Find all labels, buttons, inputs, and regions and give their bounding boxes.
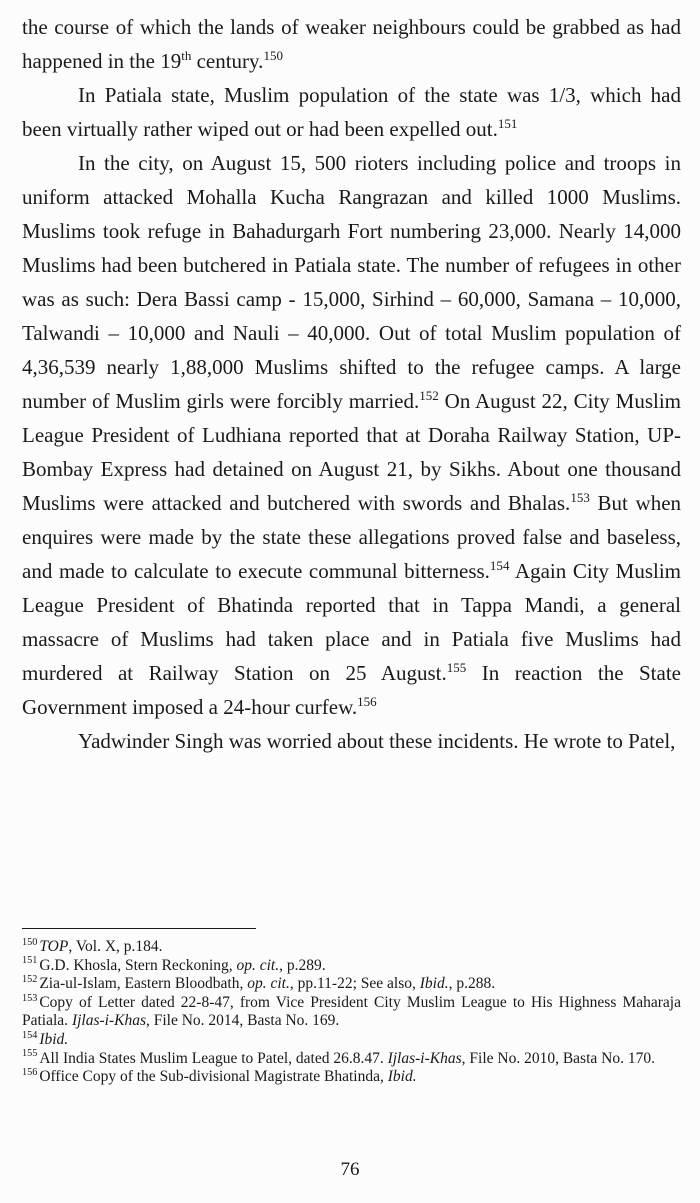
footnote-text: Copy of Letter dated 22-8-47, from Vice President City Muslim League to His Highness Maharaja Patiala. Ijlas-i-Khas, File No. 2014, Basta No. 169. (22, 993, 681, 1030)
footnote-area (22, 928, 681, 1087)
footnote-item (22, 957, 681, 976)
italic-text: TOP (39, 938, 69, 955)
footnote-item (22, 994, 681, 1031)
footnote-reference: 156 (357, 694, 377, 709)
footnote-text: TOP, Vol. X, p.184. (39, 938, 163, 955)
footnote-item (22, 1068, 681, 1087)
footnote-marker: 151 (22, 955, 38, 967)
page-number: 76 (340, 1159, 360, 1180)
footnote-item (22, 1031, 681, 1050)
footnote-reference: 155 (446, 660, 467, 675)
footnote-item (22, 1050, 681, 1069)
footnote-text: G.D. Khosla, Stern Reckoning, op. cit., p.289. (39, 956, 326, 974)
footnote-marker: 150 (22, 936, 38, 948)
footnote-item (22, 938, 681, 957)
footnote-list (22, 938, 681, 1087)
italic-text: op. cit. (247, 975, 290, 993)
footnote-reference: 151 (497, 116, 518, 131)
footnote-text: Zia-ul-Islam, Eastern Bloodbath, op. cit., pp.11-22; See also, Ibid., p.288. (39, 975, 496, 993)
footnote-marker: 152 (22, 974, 38, 986)
paragraph-in-the-city: In the city, on August 15, 500 rioters including police and troops in uniform attacked Mohalla Kucha Rangrazan and killed 1000 Muslims. Muslims took refuge in Bahadurgarh Fort numbering 23,000. Nearly 14,000 Muslims had been butchered in Patiala state. The number of refugees in other was as such: Dera Bassi camp - 15,000, Sirhind – 60,000, Samana – 10,000, Talwandi – 10,000 and Nauli – 40,000. Out of total Muslim population of 4,36,539 nearly 1,88,000 Muslims shifted to the refugee camps. A large number of Muslim girls were forcibly married.$^{152}$ On August 22, City Muslim League President of Ludhiana reported that at Doraha Railway Station, UP-Bombay Express had detained on August 21, by Sikhs. About one thousand Muslims were attacked and butchered with swords and Bhalas.$^{153}$ But when enquires were made by the state these allegations proved false and baseless, and made to calculate to execute communal bitterness.$^{154}$ Again City Muslim League President of Bhatinda reported that in Tappa Mandi, a general massacre of Muslims had taken place and in Patiala five Muslims had murdered at Railway Station on 25 August.$^{155}$ In reaction the State Government imposed a 24-hour curfew.$^{156}$ (22, 151, 682, 719)
footnote-reference: 152 (419, 388, 439, 403)
footnote-reference: 153 (570, 490, 590, 505)
italic-text: Ibid. (419, 975, 449, 993)
footnote-marker: 155 (22, 1048, 38, 1060)
footnote-reference: 154 (489, 558, 510, 573)
footnote-item (22, 975, 681, 994)
footnote-marker: 156 (22, 1067, 38, 1078)
italic-text: op. cit. (236, 956, 280, 974)
paragraph-continued: the course of which the lands of weaker neighbours could be grabbed as had happened in the 19th century.$^{150}$ (22, 15, 681, 73)
footnote-text (39, 1031, 68, 1048)
footnote-text: Office Copy of the Sub-divisional Magistrate Bhatinda, Ibid. (39, 1068, 417, 1086)
ordinal-suffix: th (181, 48, 192, 63)
italic-text: Ibid. (39, 1030, 69, 1048)
paragraph-patiala-state: In Patiala state, Muslim population of the state was 1/3, which had been virtually rather wiped out or had been expelled out.$^{151}$ (22, 83, 681, 141)
footnote-marker: 154 (22, 1029, 38, 1041)
footnote-separator-rule (22, 928, 256, 929)
paragraph-yadwinder: Yadwinder Singh was worried about these incidents. He wrote to Patel, (78, 729, 676, 753)
footnote-reference: 150 (263, 48, 283, 63)
body-text-block (22, 10, 681, 758)
italic-text: Ijlas-i-Khas (387, 1049, 462, 1067)
footnote-marker: 153 (22, 992, 38, 1004)
italic-text: Ibid. (387, 1068, 417, 1086)
italic-text: Ijlas-i-Khas (71, 1012, 146, 1030)
footnote-text: All India States Muslim League to Patel, dated 26.8.47. Ijlas-i-Khas, File No. 2010, Basta No. 170. (39, 1049, 655, 1067)
